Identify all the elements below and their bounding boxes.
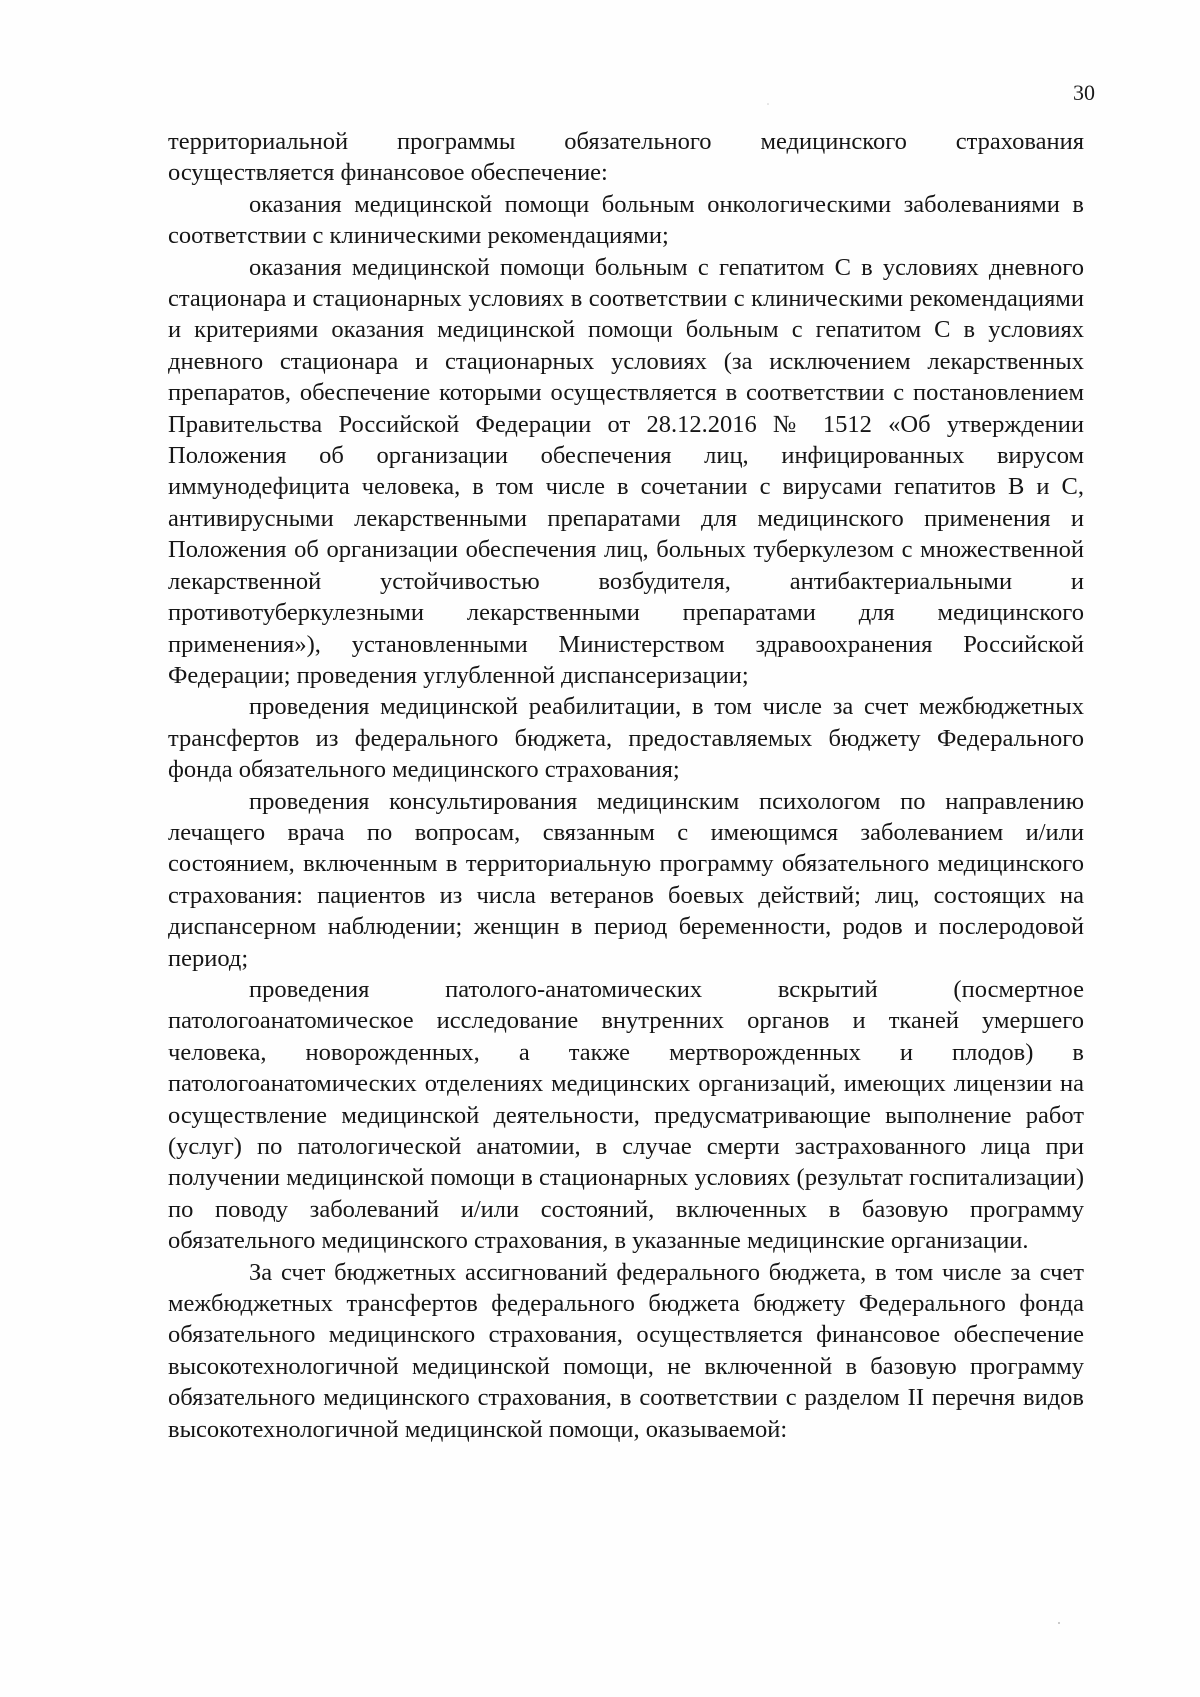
paragraph: проведения патолого-анатомических вскрытий (посмертное патологоанатомическое исследование внутренних органов и тканей умершего человека, новорожденных, а также мертворожденных и плодов) в патологоанатомических отделениях медицинских организаций, имеющих лицензии на осуществление медицинской деятельности, предусматривающие выполнение работ (услуг) по патологической анатомии, в случае смерти застрахованного лица при получении медицинской помощи в стационарных условиях (результат госпитализации) по поводу заболеваний и/или состояний, включенных в базовую программу обязательного медицинского страхования, в указанные медицинские организации. <box>168 975 1084 1255</box>
page-number: 30 <box>1073 80 1095 105</box>
document-body <box>168 126 1084 1445</box>
paragraph: проведения медицинской реабилитации, в том числе за счет межбюджетных трансфертов из федерального бюджета, предоставляемых бюджету Федерального фонда обязательного медицинского страхования; <box>168 693 1084 784</box>
paragraph: территориальной программы обязательного медицинского страхования осуществляется финансовое обеспечение: <box>168 128 1084 187</box>
paragraph: оказания медицинской помощи больным онкологическими заболеваниями в соответствии с клиническими рекомендациями; <box>168 190 1084 250</box>
paragraph: За счет бюджетных ассигнований федерального бюджета, в том числе за счет межбюджетных трансфертов федерального бюджета бюджету Федерального фонда обязательного медицинского страхования, осуществляется финансовое обеспечение высокотехнологичной медицинской помощи, не включенной в базовую программу обязательного медицинского страхования, в соответствии с разделом II перечня видов высокотехнологичной медицинской помощи, оказываемой: <box>168 1258 1084 1443</box>
paragraph: проведения консультирования медицинским психологом по направлению лечащего врача по вопросам, связанным с имеющимся заболеванием и/или состоянием, включенным в территориальную программу обязательного медицинского страхования: пациентов из числа ветеранов боевых действий; лиц, состоящих на диспансерном наблюдении; женщин в период беременности, родов и послеродовой период; <box>168 787 1084 972</box>
paragraph: оказания медицинской помощи больным с гепатитом С в условиях дневного стационара и стационарных условиях в соответствии с клиническими рекомендациями и критериями оказания медицинской помощи больным с гепатитом С в условиях дневного стационара и стационарных условиях (за исключением лекарственных препаратов, обеспечение которыми осуществляется в соответствии с постановлением Правительства Российской Федерации от 28.12.2016 № 1512 «Об утверждении Положения об организации обеспечения лиц, инфицированных вирусом иммунодефицита человека, в том числе в сочетании с вирусами гепатитов В и С, антивирусными лекарственными препаратами для медицинского применения и Положения об организации обеспечения лиц, больных туберкулезом с множественной лекарственной устойчивостью возбудителя, антибактериальными и противотуберкулезными лекарственными препаратами для медицинского применения»), установленными Министерством здравоохранения Российской Федерации; проведения углубленной диспансеризации; <box>168 253 1084 689</box>
